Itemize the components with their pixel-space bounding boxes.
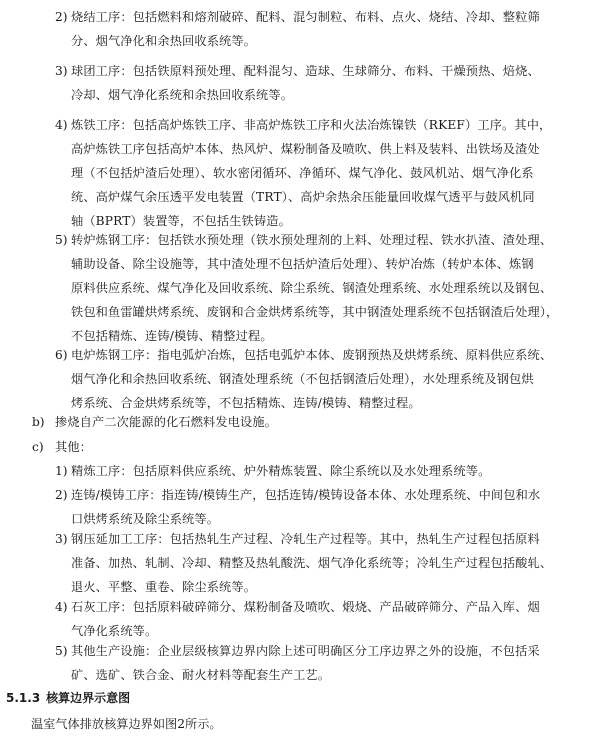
list-marker: 3): [55, 532, 68, 546]
list-text-line: 球团工序：包括铁原料预处理、配料混匀、造球、生球筛分、布料、干燥预热、焙烧、: [71, 64, 540, 78]
list-text-line: 其他生产设施：企业层级核算边界内除上述可明确区分工序边界之外的设施，不包括采: [71, 644, 540, 658]
section-number: 5.1.3: [6, 691, 41, 705]
list-text-line: 不包括精炼、连铸/模铸、精整过程。: [71, 329, 273, 343]
list-text-line: 辅助设备、除尘设施等，其中渣处理不包括炉渣后处理）、转炉冶炼（转炉本体、炼钢: [71, 257, 534, 271]
list-marker: 4): [55, 118, 68, 132]
list-text-line: 退火、平整、重卷、除尘系统等。: [71, 580, 257, 594]
list-text-line: 精炼工序：包括原料供应系统、炉外精炼装置、除尘系统以及水处理系统等。: [71, 464, 491, 478]
list-marker: 3): [55, 64, 68, 78]
list-text-line: 掺烧自产二次能源的化石燃料发电设施。: [55, 415, 278, 429]
section-intro-text: 温室气体排放核算边界如图2所示。: [31, 717, 222, 731]
list-text-line: 准备、加热、轧制、冷却、精整及热轧酸洗、烟气净化系统等；冷轧生产过程包括酸轧、: [71, 556, 553, 570]
list-marker: c): [32, 440, 44, 454]
list-text-line: 转炉炼钢工序：包括铁水预处理（铁水预处理剂的上料、处理过程、铁水扒渣、渣处理、: [71, 233, 553, 247]
list-text-line: 理（不包括炉渣后处理）、软水密闭循环、净循环、煤气净化、鼓风机站、烟气净化系: [71, 166, 534, 180]
list-marker: 5): [55, 644, 68, 658]
list-text-line: 石灰工序：包括原料破碎筛分、煤粉制备及喷吹、煅烧、产品破碎筛分、产品入库、烟: [71, 600, 540, 614]
list-marker: 4): [55, 600, 68, 614]
list-text-line: 统、高炉煤气余压透平发电装置（TRT）、高炉余热余压能量回收煤气透平与鼓风机同: [71, 190, 535, 204]
list-text-line: 高炉炼铁工序包括高炉本体、热风炉、煤粉制备及喷吹、供上料及装料、出铁场及渣处: [71, 142, 540, 156]
list-marker: 6): [55, 348, 68, 362]
list-text-line: 烤系统、合金烘烤系统等，不包括精炼、连铸/模铸、精整过程。: [71, 396, 421, 410]
section-heading: [6, 690, 130, 706]
list-text-line: 电炉炼钢工序：指电弧炉冶炼，包括电弧炉本体、废钢预热及烘烤系统、原料供应系统、: [71, 348, 553, 362]
list-marker: 2): [55, 488, 68, 502]
section-title: 核算边界示意图: [46, 691, 131, 705]
list-text-line: 连铸/模铸工序：指连铸/模铸生产，包括连铸/模铸设备本体、水处理系统、中间包和水: [71, 488, 541, 502]
list-text-line: 分、烟气净化和余热回收系统等。: [71, 34, 257, 48]
list-text-line: 气净化系统等。: [71, 624, 158, 638]
list-text-line: 轴（BPRT）装置等，不包括生铁铸造。: [71, 214, 291, 228]
list-text-line: 其他：: [55, 440, 93, 454]
list-text-line: 铁包和鱼雷罐烘烤系统、废钢和合金烘烤系统等，其中钢渣处理系统不包括钢渣后处理），: [71, 305, 559, 319]
list-text-line: 炼铁工序：包括高炉炼铁工序、非高炉炼铁工序和火法冶炼镍铁（RKEF）工序。其中，: [71, 118, 552, 132]
list-text-line: 钢压延加工工序：包括热轧生产过程、冷轧生产过程等。其中，热轧生产过程包括原料: [71, 532, 540, 546]
list-text-line: 矿、选矿、铁合金、耐火材料等配套生产工艺。: [71, 668, 331, 682]
list-text-line: 烧结工序：包括燃料和熔剂破碎、配料、混匀制粒、布料、点火、烧结、冷却、整粒筛: [71, 10, 540, 24]
list-text-line: 冷却、烟气净化系统和余热回收系统等。: [71, 88, 294, 102]
list-marker: 1): [55, 464, 68, 478]
list-text-line: 烟气净化和余热回收系统、钢渣处理系统（不包括钢渣后处理），水处理系统及钢包烘: [71, 372, 534, 386]
list-text-line: 口烘烤系统及除尘系统等。: [71, 512, 220, 526]
list-text-line: 原料供应系统、煤气净化及回收系统、除尘系统、钢渣处理系统、水处理系统以及钢包、: [71, 281, 553, 295]
list-marker: b): [32, 415, 45, 429]
list-marker: 5): [55, 233, 68, 247]
list-marker: 2): [55, 10, 68, 24]
